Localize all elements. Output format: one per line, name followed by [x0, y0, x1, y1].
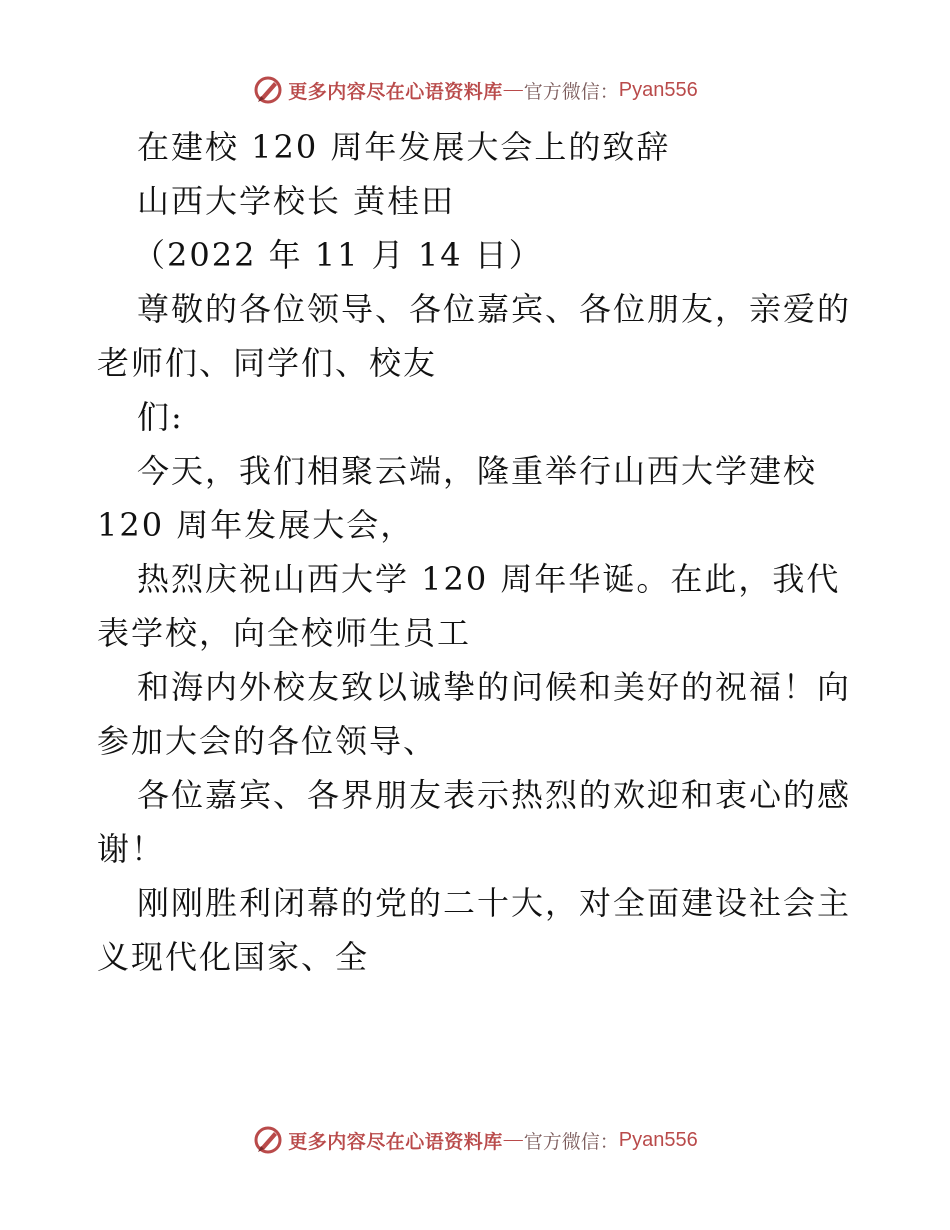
doc-line: 刚刚胜利闭幕的党的二十大，对全面建设社会主 — [137, 884, 852, 922]
banner-dash: — — [503, 79, 523, 100]
doc-line: 老师们、同学们、校友 — [97, 344, 438, 382]
banner-wechat-label: 官方微信： — [523, 80, 619, 103]
doc-date: （2022 年 11 月 14 日） — [133, 236, 543, 274]
banner-wechat-id: Pyan556 — [618, 1128, 698, 1151]
pen-logo-icon — [252, 74, 284, 106]
banner-wechat-label: 官方微信： — [523, 1130, 619, 1153]
document-body — [97, 120, 867, 984]
doc-line: 们: — [137, 398, 184, 436]
doc-line: 和海内外校友致以诚挚的问候和美好的祝福！向 — [137, 668, 852, 706]
doc-line: 120 周年发展大会， — [97, 506, 415, 544]
footer-banner — [0, 1120, 950, 1160]
header-banner — [0, 70, 950, 110]
pen-logo-icon — [252, 1124, 284, 1156]
doc-line: 今天，我们相聚云端，隆重举行山西大学建校 — [137, 452, 818, 490]
banner-dash: — — [503, 1129, 523, 1150]
banner-title: 更多内容尽在心语资料库 — [288, 1130, 503, 1153]
doc-line: 谢！ — [97, 830, 166, 868]
banner-title: 更多内容尽在心语资料库 — [288, 80, 503, 103]
doc-line: 参加大会的各位领导、 — [97, 722, 438, 760]
doc-line: 尊敬的各位领导、各位嘉宾、各位朋友，亲爱的 — [137, 290, 852, 328]
doc-line: 各位嘉宾、各界朋友表示热烈的欢迎和衷心的感 — [137, 776, 852, 814]
banner-wechat-id: Pyan556 — [618, 78, 698, 101]
doc-line: 热烈庆祝山西大学 120 周年华诞。在此，我代 — [137, 560, 841, 598]
doc-line: 表学校，向全校师生员工 — [97, 614, 472, 652]
doc-line: 义现代化国家、全 — [97, 938, 370, 976]
doc-title: 在建校 120 周年发展大会上的致辞 — [137, 128, 671, 166]
doc-author: 山西大学校长 黄桂田 — [137, 182, 456, 220]
